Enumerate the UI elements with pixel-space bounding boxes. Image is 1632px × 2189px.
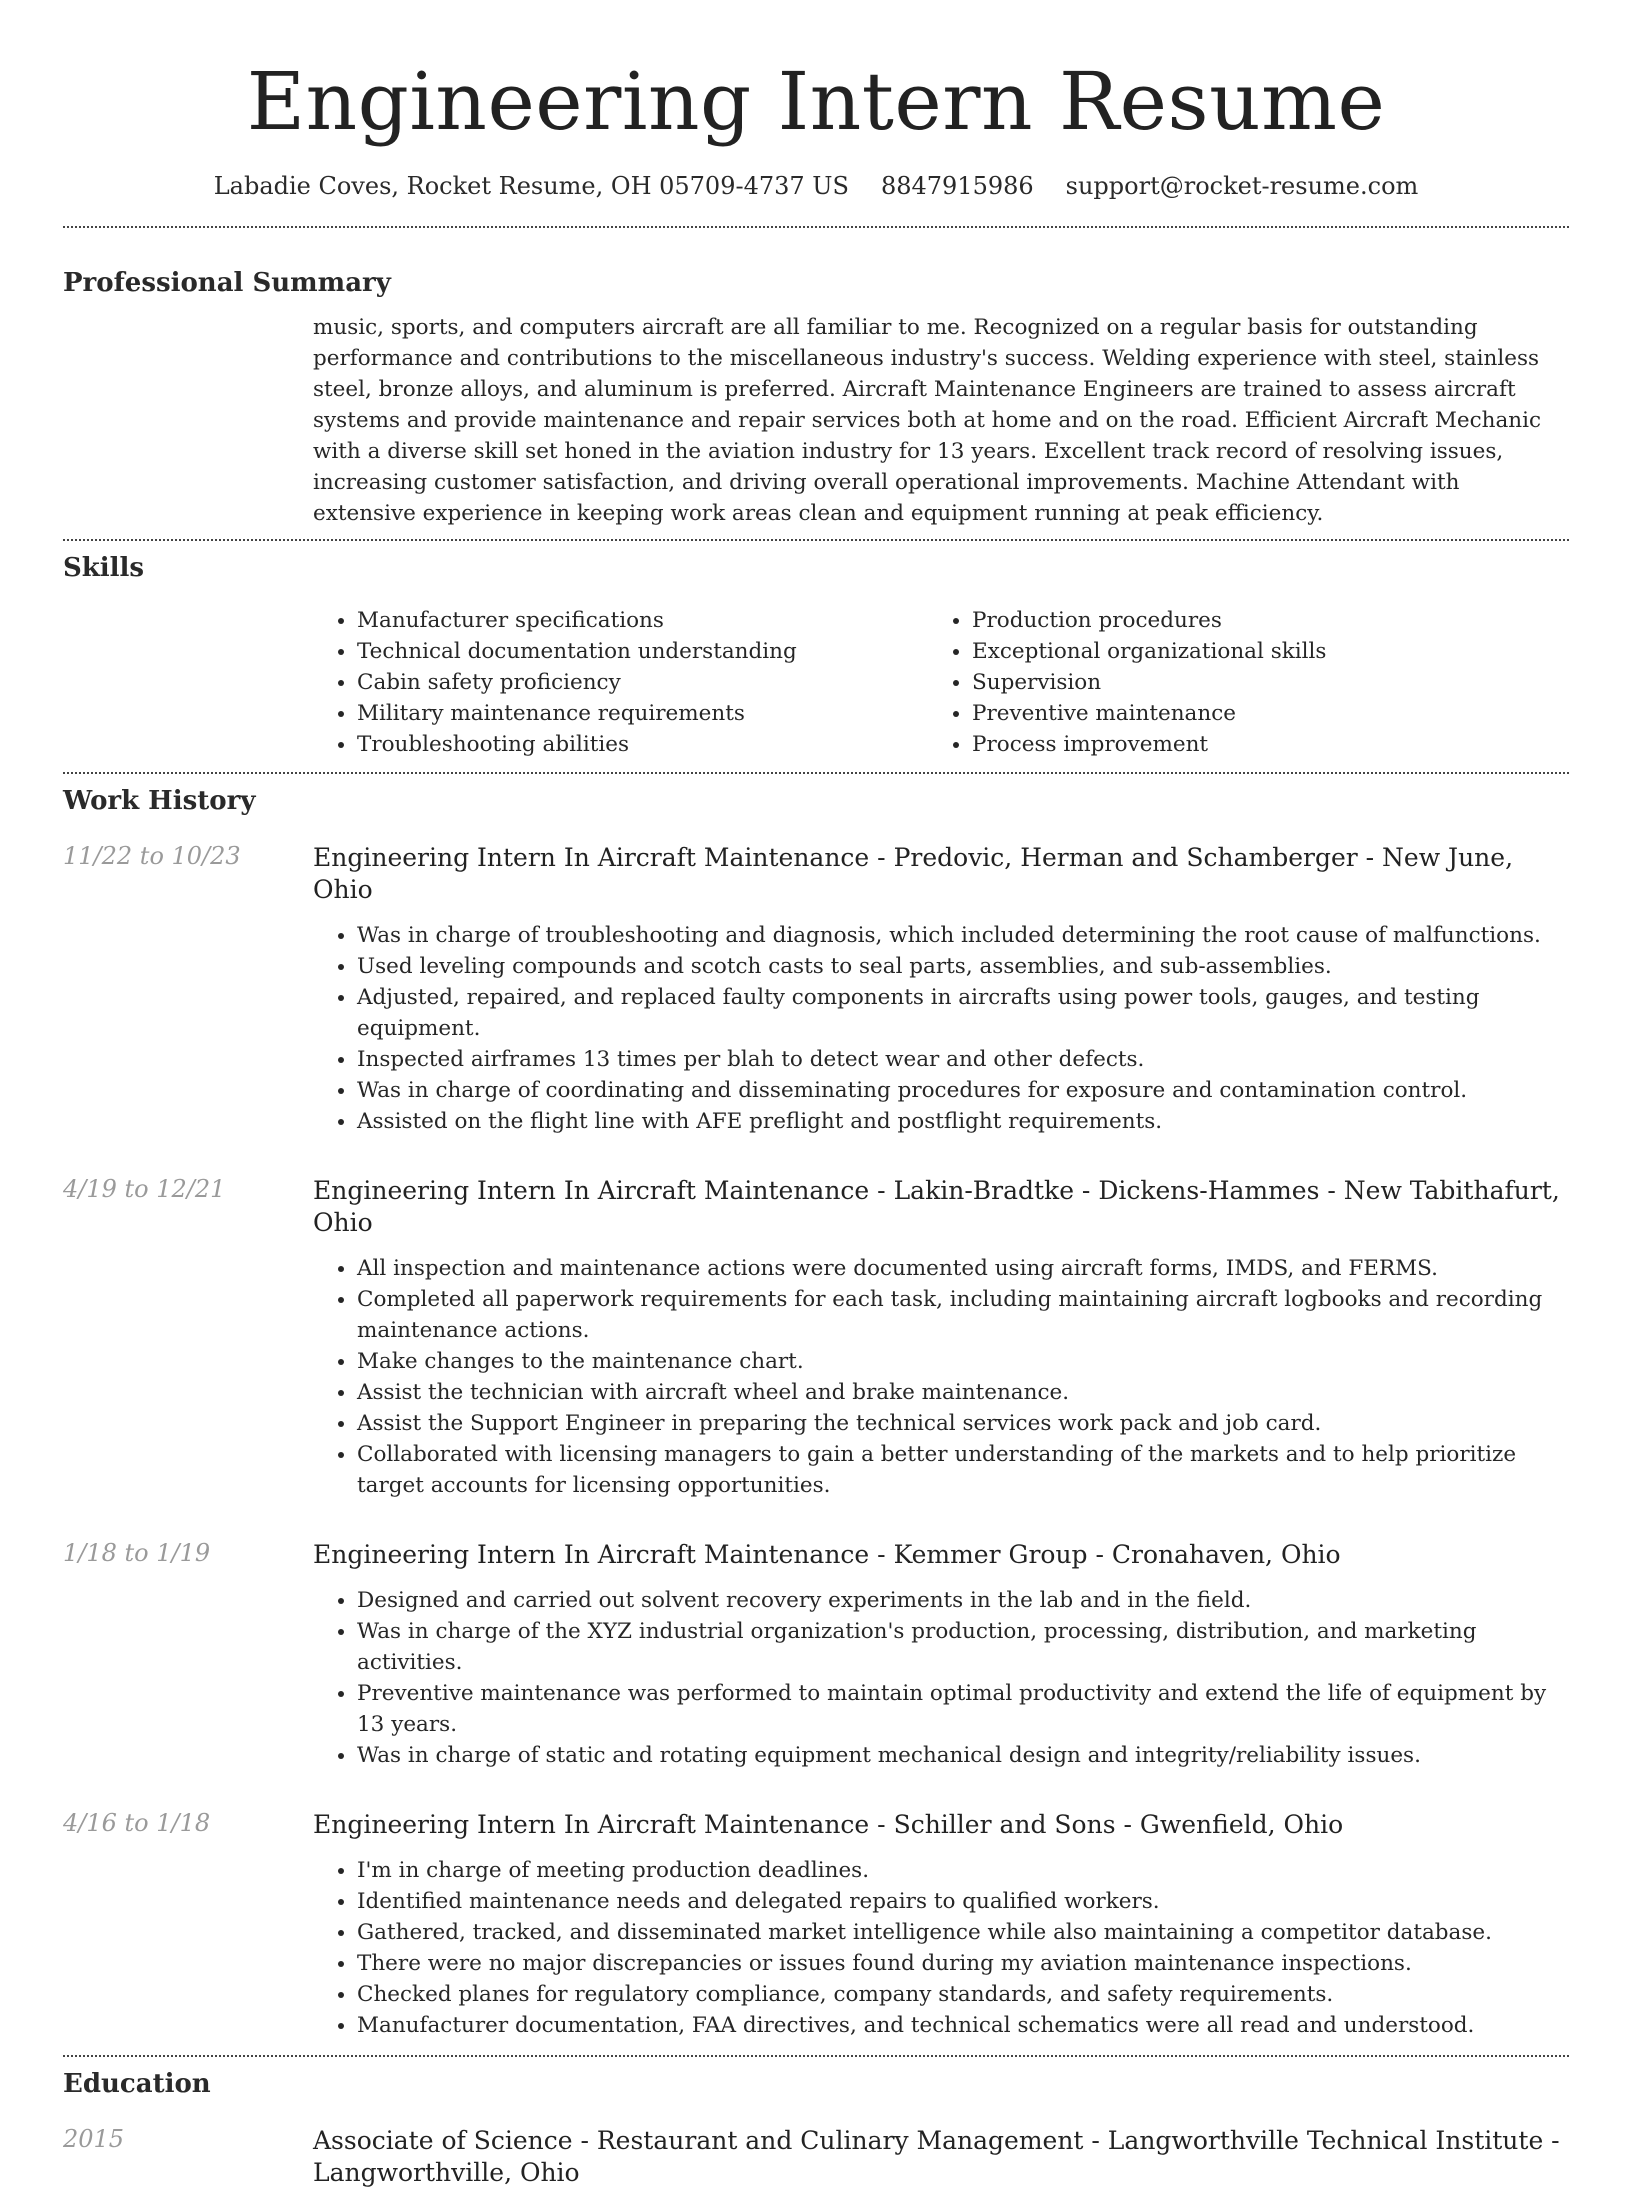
divider — [63, 2055, 1569, 2057]
job-bullet: • Identified maintenance needs and delegated repairs to qualified workers. — [357, 1886, 1569, 1917]
job-bullet: • Checked planes for regulatory compliance, company standards, and safety requirements. — [357, 1979, 1569, 2010]
resume-title: Engineering Intern Resume — [246, 55, 1386, 148]
job-bullets — [313, 1585, 1569, 1771]
skill-item: • Exceptional organizational skills — [972, 636, 1543, 667]
skill-item: • Troubleshooting abilities — [357, 729, 928, 760]
education-title: Associate of Science - Restaurant and Culinary Management - Langworthville Technical Institute - Langworthville, Ohio — [313, 2126, 1560, 2187]
skill-item: • Production procedures — [972, 605, 1543, 636]
job-bullet: • Preventive maintenance was performed to maintain optimal productivity and extend the life of equipment by 13 years. — [357, 1678, 1569, 1740]
job-bullet: • Manufacturer documentation, FAA directives, and technical schematics were all read and understood. — [357, 2010, 1569, 2041]
job-bullet: • There were no major discrepancies or issues found during my aviation maintenance inspections. — [357, 1948, 1569, 1979]
divider — [63, 226, 1569, 228]
divider — [63, 772, 1569, 774]
job-bullet: • Completed all paperwork requirements for each task, including maintaining aircraft logbooks and recording maintenance actions. — [357, 1284, 1569, 1346]
job-title: Engineering Intern In Aircraft Maintenance - Schiller and Sons - Gwenfield, Ohio — [313, 1810, 1344, 1839]
skill-item: • Manufacturer specifications — [357, 605, 928, 636]
job-bullet: • Was in charge of static and rotating equipment mechanical design and integrity/reliability issues. — [357, 1740, 1569, 1771]
job-date: 11/22 to 10/23 — [63, 842, 241, 870]
job-bullets — [313, 920, 1569, 1137]
job-bullet: • Adjusted, repaired, and replaced faulty components in aircrafts using power tools, gauges, and testing equipment. — [357, 982, 1569, 1044]
job-bullet: • Designed and carried out solvent recovery experiments in the lab and in the field. — [357, 1585, 1569, 1616]
job-entry — [63, 1809, 1569, 2041]
education-entry — [63, 2125, 1569, 2189]
job-bullet: • Assist the Support Engineer in preparing the technical services work pack and job card. — [357, 1408, 1569, 1439]
education-date: 2015 — [63, 2125, 125, 2153]
summary-heading: Professional Summary — [63, 268, 391, 298]
job-bullet: • Assist the technician with aircraft wheel and brake maintenance. — [357, 1377, 1569, 1408]
job-title: Engineering Intern In Aircraft Maintenance - Predovic, Herman and Schamberger - New June, Ohio — [313, 843, 1514, 904]
job-date: 1/18 to 1/19 — [63, 1539, 211, 1567]
contact-phone: 8847915986 — [880, 172, 1034, 200]
contact-address: Labadie Coves, Rocket Resume, OH 05709-4737 US — [213, 172, 849, 200]
skill-item: • Technical documentation understanding — [357, 636, 928, 667]
skills-heading: Skills — [63, 553, 145, 583]
job-entry — [63, 842, 1569, 1137]
job-bullet: • Make changes to the maintenance chart. — [357, 1346, 1569, 1377]
skill-item: • Process improvement — [972, 729, 1543, 760]
contact-line — [63, 172, 1569, 200]
skill-item: • Preventive maintenance — [972, 698, 1543, 729]
work-heading: Work History — [63, 786, 256, 816]
divider — [63, 539, 1569, 541]
job-title: Engineering Intern In Aircraft Maintenance - Kemmer Group - Cronahaven, Ohio — [313, 1540, 1341, 1569]
skills-column-2 — [928, 605, 1543, 760]
job-bullet: • I'm in charge of meeting production deadlines. — [357, 1855, 1569, 1886]
job-entry — [63, 1175, 1569, 1501]
job-bullet: • Used leveling compounds and scotch casts to seal parts, assemblies, and sub-assemblies. — [357, 951, 1569, 982]
job-bullets — [313, 1855, 1569, 2041]
job-title: Engineering Intern In Aircraft Maintenance - Lakin-Bradtke - Dickens-Hammes - New Tabithafurt, Ohio — [313, 1176, 1560, 1237]
contact-email: support@rocket-resume.com — [1065, 172, 1419, 200]
job-bullet: • Assisted on the flight line with AFE preflight and postflight requirements. — [357, 1106, 1569, 1137]
skill-item: • Supervision — [972, 667, 1543, 698]
education-heading: Education — [63, 2069, 211, 2099]
job-bullets — [313, 1253, 1569, 1501]
skill-item: • Cabin safety proficiency — [357, 667, 928, 698]
skills-list — [313, 605, 1569, 760]
job-entry — [63, 1539, 1569, 1771]
job-bullet: • Was in charge of the XYZ industrial organization's production, processing, distribution, and marketing activities. — [357, 1616, 1569, 1678]
summary-text: music, sports, and computers aircraft are all familiar to me. Recognized on a regular basis for outstanding performance and contributions to the miscellaneous industry's success. Welding experience with steel, stainless steel, bronze alloys, and aluminum is preferred. Aircraft Maintenance Engineers are trained to assess aircraft systems and provide maintenance and repair services both at home and on the road. Efficient Aircraft Mechanic with a diverse skill set honed in the aviation industry for 13 years. Excellent track record of resolving issues, increasing customer satisfaction, and driving overall operational improvements. Machine Attendant with extensive experience in keeping work areas clean and equipment running at peak efficiency. — [313, 315, 1542, 526]
job-date: 4/16 to 1/18 — [63, 1809, 211, 1837]
job-date: 4/19 to 12/21 — [63, 1175, 226, 1203]
job-bullet: • All inspection and maintenance actions were documented using aircraft forms, IMDS, and FERMS. — [357, 1253, 1569, 1284]
job-bullet: • Was in charge of coordinating and disseminating procedures for exposure and contamination control. — [357, 1075, 1569, 1106]
job-bullet: • Inspected airframes 13 times per blah to detect wear and other defects. — [357, 1044, 1569, 1075]
skills-column-1 — [313, 605, 928, 760]
job-bullet: • Was in charge of troubleshooting and diagnosis, which included determining the root cause of malfunctions. — [357, 920, 1569, 951]
skill-item: • Military maintenance requirements — [357, 698, 928, 729]
job-bullet: • Collaborated with licensing managers to gain a better understanding of the markets and to help prioritize target accounts for licensing opportunities. — [357, 1439, 1569, 1501]
job-bullet: • Gathered, tracked, and disseminated market intelligence while also maintaining a competitor database. — [357, 1917, 1569, 1948]
